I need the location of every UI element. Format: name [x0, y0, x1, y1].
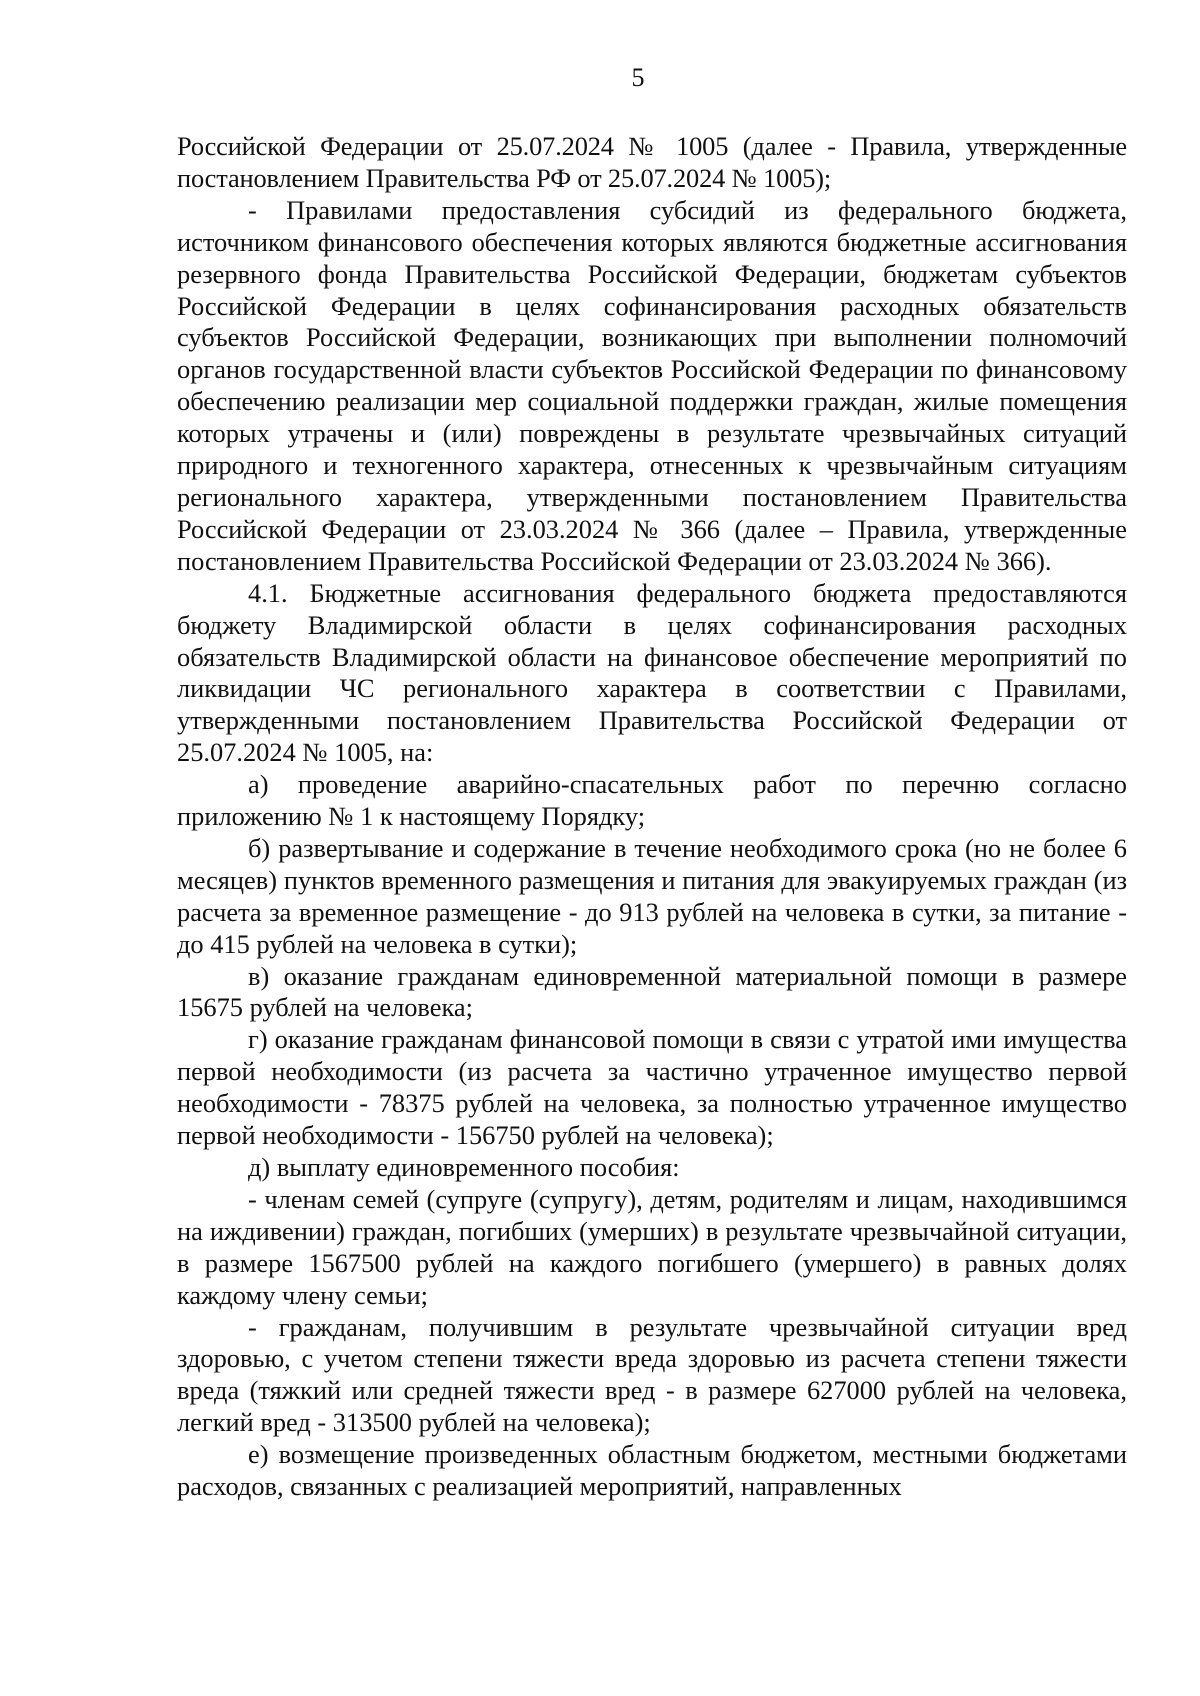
list-item-v: в) оказание гражданам единовременной материальной помощи в размере 15675 рублей на человека;	[177, 960, 1127, 1023]
list-item-d-family: - членам семей (супруге (супругу), детям, родителям и лицам, находившимся на иждивении) граждан, погибших (умерших) в результате чрезвычайной ситуации, в размере 1567500 рублей на каждого погибшего (умершего) в равных долях каждому члену семьи;	[177, 1183, 1127, 1310]
list-item-e: е) возмещение произведенных областным бюджетом, местными бюджетами расходов, связанных с реализацией мероприятий, направленных	[177, 1439, 1127, 1502]
list-item-b: б) развертывание и содержание в течение необходимого срока (но не более 6 месяцев) пунктов временного размещения и питания для эвакуируемых граждан (из расчета за временное размещение - до 913 рублей на человека в сутки, за питание - до 415 рублей на человека в сутки);	[177, 832, 1127, 959]
list-item-d-health: - гражданам, получившим в результате чрезвычайной ситуации вред здоровью, с учетом степени тяжести вреда здоровью из расчета степени тяжести вреда (тяжкий или средней тяжести вред - в размере 627000 рублей на человека, легкий вред - 313500 рублей на человека);	[177, 1311, 1127, 1438]
paragraph-rules-366: - Правилами предоставления субсидий из федерального бюджета, источником финансового обеспечения которых являются бюджетные ассигнования резервного фонда Правительства Российской Федерации, бюджетам субъектов Российской Федерации в целях софинансирования расходных обязательств субъектов Российской Федерации, возникающих при выполнении полномочий органов государственной власти субъектов Российской Федерации по финансовому обеспечению реализации мер социальной поддержки граждан, жилые помещения которых утрачены и (или) повреждены в результате чрезвычайных ситуаций природного и техногенного характера, отнесенных к чрезвычайным ситуациям регионального характера, утвержденными постановлением Правительства Российской Федерации от 23.03.2024 № 366 (далее – Правила, утвержденные постановлением Правительства Российской Федерации от 23.03.2024 № 366).	[177, 194, 1127, 576]
list-item-a: а) проведение аварийно-спасательных работ по перечню согласно приложению № 1 к настоящему Порядку;	[177, 769, 1127, 832]
paragraph-continuation: Российской Федерации от 25.07.2024 № 1005 (далее - Правила, утвержденные постановлением Правительства РФ от 25.07.2024 № 1005);	[177, 131, 1127, 193]
document-body	[177, 131, 1127, 1503]
paragraph-4-1: 4.1. Бюджетные ассигнования федерального бюджета предоставляются бюджету Владимирской области в целях софинансирования расходных обязательств Владимирской области на финансовое обеспечение мероприятий по ликвидации ЧС регионального характера в соответствии с Правилами, утвержденными постановлением Правительства Российской Федерации от 25.07.2024 № 1005, на:	[177, 577, 1127, 768]
list-item-d: д) выплату единовременного пособия:	[248, 1152, 680, 1182]
list-item-g: г) оказание гражданам финансовой помощи в связи с утратой ими имущества первой необходимости (из расчета за частично утраченное имущество первой необходимости - 78375 рублей на человека, за полностью утраченное имущество первой необходимости - 156750 рублей на человека);	[177, 1024, 1127, 1151]
page-number: 5	[631, 63, 645, 92]
